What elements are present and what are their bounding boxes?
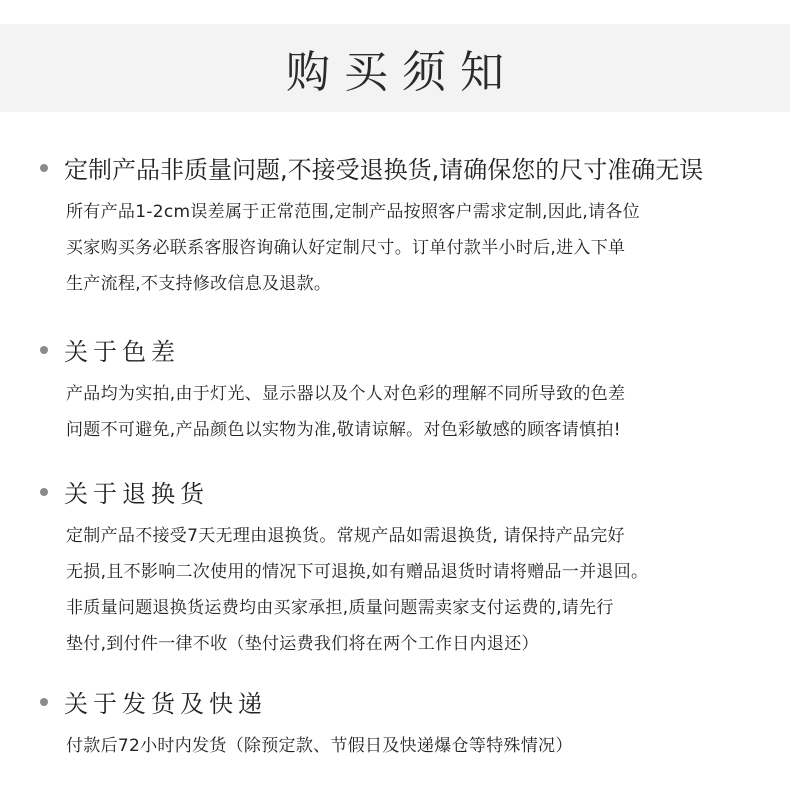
body-line: 所有产品1-2cm误差属于正常范围,定制产品按照客户需求定制,因此,请各位 bbox=[66, 202, 640, 222]
section-heading bbox=[40, 332, 180, 367]
section-body bbox=[66, 376, 625, 448]
body-line: 垫付,到付件一律不收（垫付运费我们将在两个工作日内退还） bbox=[66, 634, 539, 654]
body-line: 非质量问题退换货运费均由买家承担,质量问题需卖家支付运费的,请先行 bbox=[66, 598, 614, 618]
section-heading bbox=[40, 684, 267, 719]
section-body bbox=[66, 728, 573, 764]
body-line: 无损,且不影响二次使用的情况下可退换,如有赠品退货时请将赠品一并退回。 bbox=[66, 562, 649, 582]
bullet-icon bbox=[40, 346, 48, 354]
section-heading bbox=[40, 150, 703, 185]
section-title: 关于色差 bbox=[64, 338, 180, 366]
body-line: 付款后72小时内发货（除预定款、节假日及快递爆仓等特殊情况） bbox=[66, 736, 573, 756]
body-line: 生产流程,不支持修改信息及退款。 bbox=[66, 274, 332, 294]
body-line: 买家购买务必联系客服咨询确认好定制尺寸。订单付款半小时后,进入下单 bbox=[66, 238, 626, 258]
section-title: 定制产品非质量问题,不接受退换货,请确保您的尺寸准确无误 bbox=[64, 156, 704, 184]
section-title: 关于发货及快递 bbox=[64, 690, 267, 718]
section-heading bbox=[40, 474, 209, 509]
bullet-icon bbox=[40, 698, 48, 706]
section-title: 关于退换货 bbox=[64, 480, 209, 508]
body-line: 产品均为实拍,由于灯光、显示器以及个人对色彩的理解不同所导致的色差 bbox=[66, 384, 626, 404]
page-title: 购买须知 bbox=[286, 47, 518, 98]
body-line: 问题不可避免,产品颜色以实物为准,敬请谅解。对色彩敏感的顾客请慎拍! bbox=[66, 420, 621, 440]
section-body bbox=[66, 194, 640, 302]
bullet-icon bbox=[40, 164, 48, 172]
bullet-icon bbox=[40, 488, 48, 496]
page-header bbox=[0, 24, 790, 112]
section-body bbox=[66, 518, 648, 662]
body-line: 定制产品不接受7天无理由退换货。常规产品如需退换货, 请保持产品完好 bbox=[66, 526, 625, 546]
